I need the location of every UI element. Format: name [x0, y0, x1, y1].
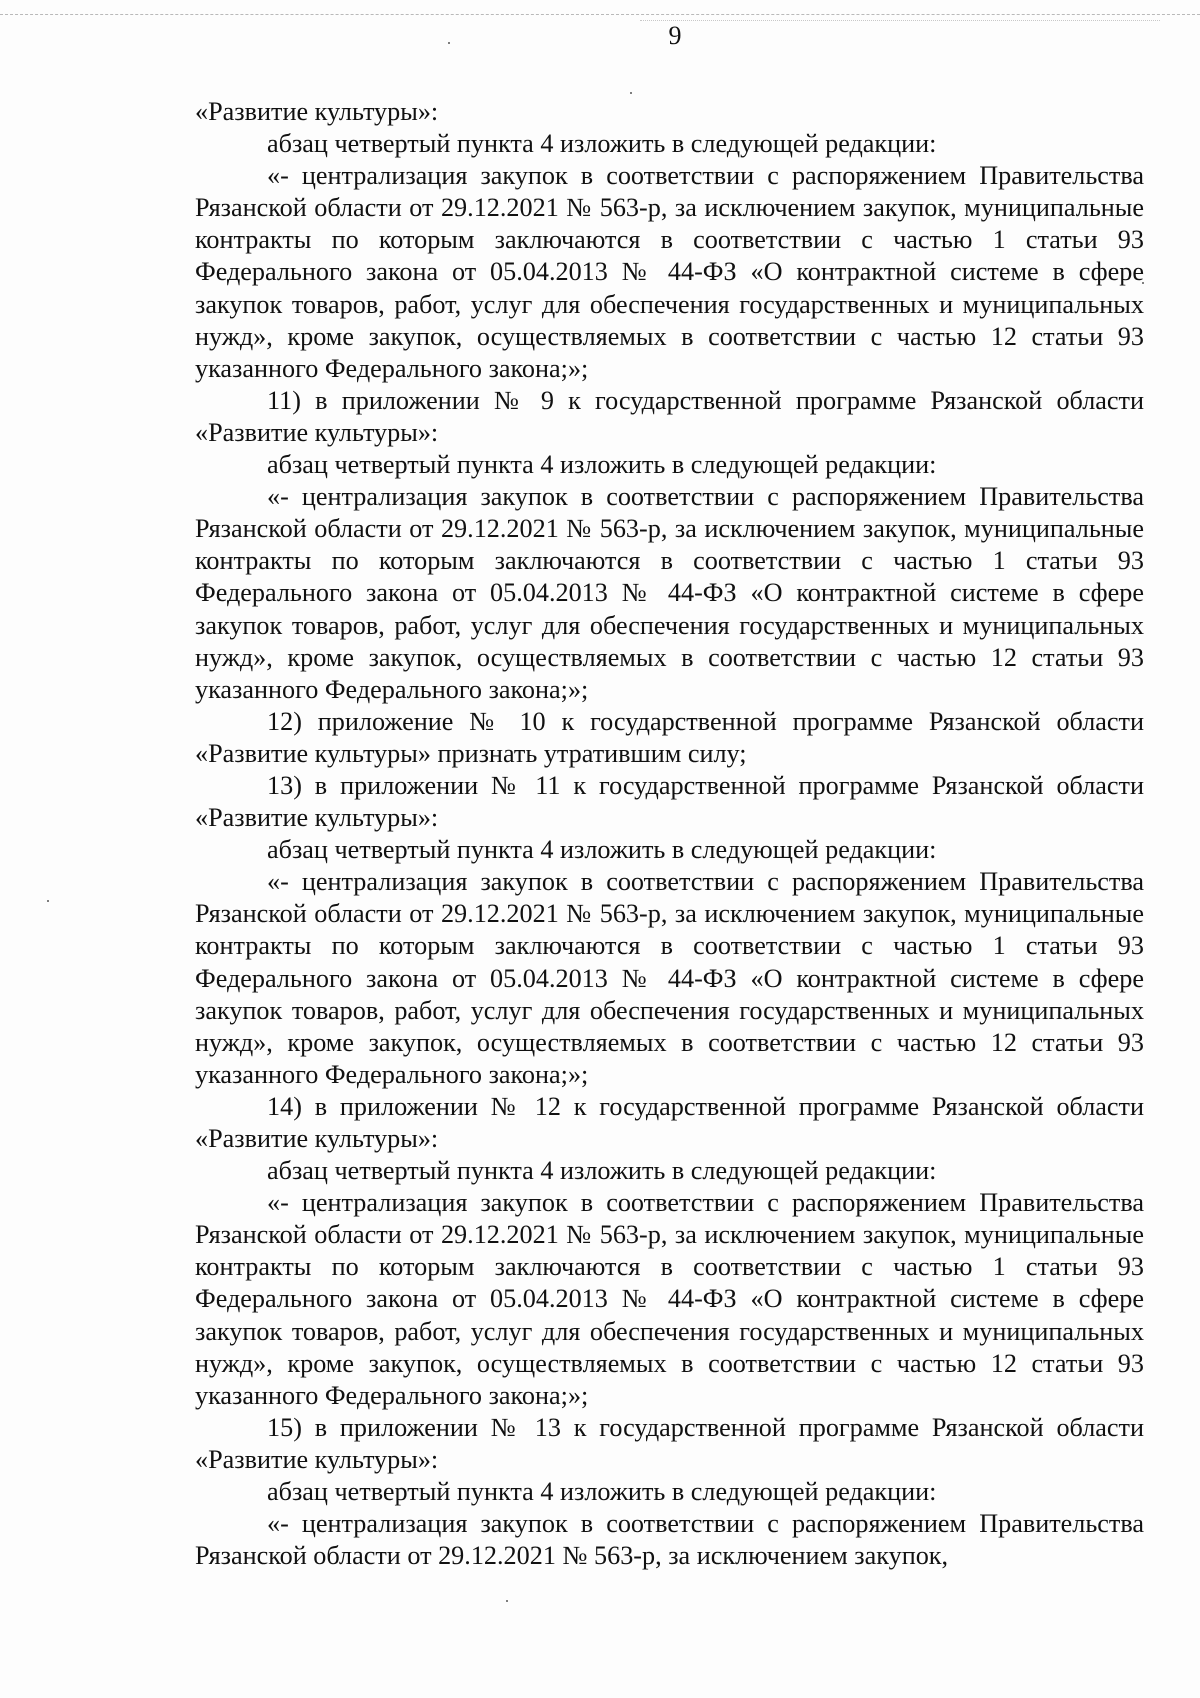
- paragraph: «- централизация закупок в соответствии с распоряжением Правительства Рязанской области от 29.12.2021 № 563-р, за исключением закупок, муниципальные контракты по которым заключаются в соответствии с частью 1 статьи 93 Федерального закона от 05.04.2013 № 44-ФЗ «О контрактной системе в сфере закупок товаров, работ, услуг для обеспечения государственных и муниципальных нужд», кроме закупок, осуществляемых в соответствии с частью 12 статьи 93 указанного Федерального закона;»;: [195, 482, 1144, 704]
- scan-speck: [506, 1600, 508, 1602]
- paragraph: «- централизация закупок в соответствии с распоряжением Правительства Рязанской области от 29.12.2021 № 563-р, за исключением закупок,: [195, 1509, 1144, 1571]
- paragraph: «- централизация закупок в соответствии с распоряжением Правительства Рязанской области от 29.12.2021 № 563-р, за исключением закупок, муниципальные контракты по которым заключаются в соответствии с частью 1 статьи 93 Федерального закона от 05.04.2013 № 44-ФЗ «О контрактной системе в сфере закупок товаров, работ, услуг для обеспечения государственных и муниципальных нужд», кроме закупок, осуществляемых в соответствии с частью 12 статьи 93 указанного Федерального закона;»;: [195, 161, 1144, 383]
- scan-speck: [47, 900, 49, 902]
- paragraph: 14) в приложении № 12 к государственной программе Рязанской области «Развитие культуры»:: [195, 1091, 1144, 1153]
- paragraph: абзац четвертый пункта 4 изложить в следующей редакции:: [267, 1156, 937, 1186]
- paragraph: 15) в приложении № 13 к государственной программе Рязанской области «Развитие культуры»:: [195, 1412, 1144, 1474]
- paragraph: абзац четвертый пункта 4 изложить в следующей редакции:: [267, 835, 937, 865]
- scan-speck: [630, 92, 632, 94]
- paragraph: абзац четвертый пункта 4 изложить в следующей редакции:: [267, 450, 937, 480]
- scan-top-edge: [0, 14, 1200, 15]
- paragraph: «Развитие культуры»:: [195, 97, 439, 126]
- paragraph: 13) в приложении № 11 к государственной программе Рязанской области «Развитие культуры»:: [195, 770, 1144, 833]
- paragraph: 12) приложение № 10 к государственной программе Рязанской области «Развитие культуры» признать утратившим силу;: [195, 706, 1144, 768]
- paragraph: абзац четвертый пункта 4 изложить в следующей редакции:: [267, 129, 937, 159]
- paragraph: абзац четвертый пункта 4 изложить в следующей редакции:: [267, 1477, 937, 1507]
- paragraph: «- централизация закупок в соответствии с распоряжением Правительства Рязанской области от 29.12.2021 № 563-р, за исключением закупок, муниципальные контракты по которым заключаются в соответствии с частью 1 статьи 93 Федерального закона от 05.04.2013 № 44-ФЗ «О контрактной системе в сфере закупок товаров, работ, услуг для обеспечения государственных и муниципальных нужд», кроме закупок, осуществляемых в соответствии с частью 12 статьи 93 указанного Федерального закона;»;: [195, 1188, 1144, 1410]
- page-number: 9: [668, 21, 682, 50]
- document-body: [195, 96, 1144, 1572]
- paragraph: «- централизация закупок в соответствии с распоряжением Правительства Рязанской области от 29.12.2021 № 563-р, за исключением закупок, муниципальные контракты по которым заключаются в соответствии с частью 1 статьи 93 Федерального закона от 05.04.2013 № 44-ФЗ «О контрактной системе в сфере закупок товаров, работ, услуг для обеспечения государственных и муниципальных нужд», кроме закупок, осуществляемых в соответствии с частью 12 статьи 93 указанного Федерального закона;»;: [195, 867, 1144, 1089]
- paragraph: 11) в приложении № 9 к государственной программе Рязанской области «Развитие культуры»:: [195, 385, 1144, 447]
